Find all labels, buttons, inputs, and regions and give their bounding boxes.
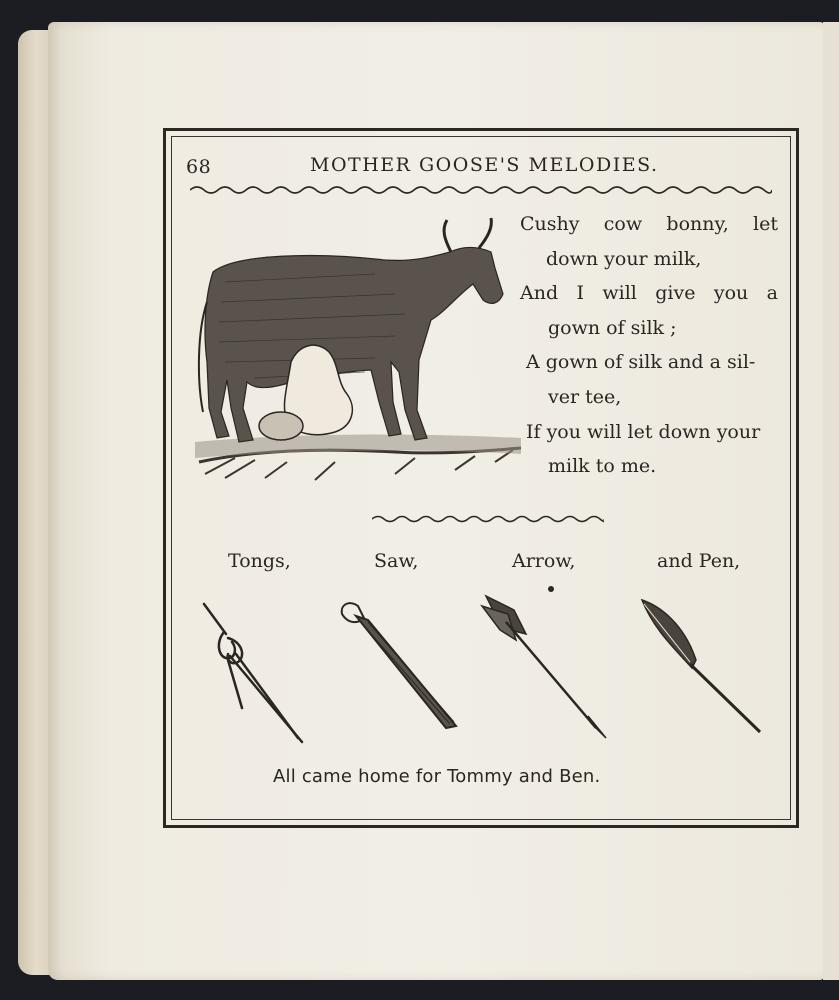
saw-icon bbox=[338, 600, 462, 732]
bottom-wavy-rule bbox=[372, 512, 604, 526]
tool-label-arrow: Arrow, bbox=[512, 550, 576, 572]
verse-line: gown of silk ; bbox=[548, 316, 677, 339]
verse-line: down your milk, bbox=[546, 247, 702, 270]
illustration-caption: All came home for Tommy and Ben. bbox=[273, 766, 601, 787]
quill-pen-icon bbox=[638, 596, 764, 736]
verse-line: And I will give you a bbox=[520, 282, 778, 305]
arrow-icon bbox=[480, 592, 612, 742]
running-title: MOTHER GOOSE'S MELODIES. bbox=[310, 154, 659, 176]
tool-label-pen: and Pen, bbox=[657, 550, 741, 572]
nursery-rhyme-verse bbox=[520, 207, 778, 484]
top-wavy-rule bbox=[190, 182, 772, 198]
cow-milking-woodcut bbox=[195, 212, 525, 492]
verse-line: milk to me. bbox=[548, 455, 657, 478]
tool-label-saw: Saw, bbox=[374, 550, 419, 572]
tool-label-tongs: Tongs, bbox=[228, 550, 291, 572]
verse-line: Cushy cow bonny, let bbox=[520, 213, 778, 235]
tongs-icon bbox=[198, 598, 310, 748]
facing-page-edge bbox=[823, 22, 839, 980]
verse-line: If you will let down your bbox=[526, 420, 761, 443]
verse-line: A gown of silk and a sil- bbox=[526, 351, 756, 374]
verse-line: ver tee, bbox=[548, 385, 622, 408]
page-number: 68 bbox=[186, 156, 212, 178]
